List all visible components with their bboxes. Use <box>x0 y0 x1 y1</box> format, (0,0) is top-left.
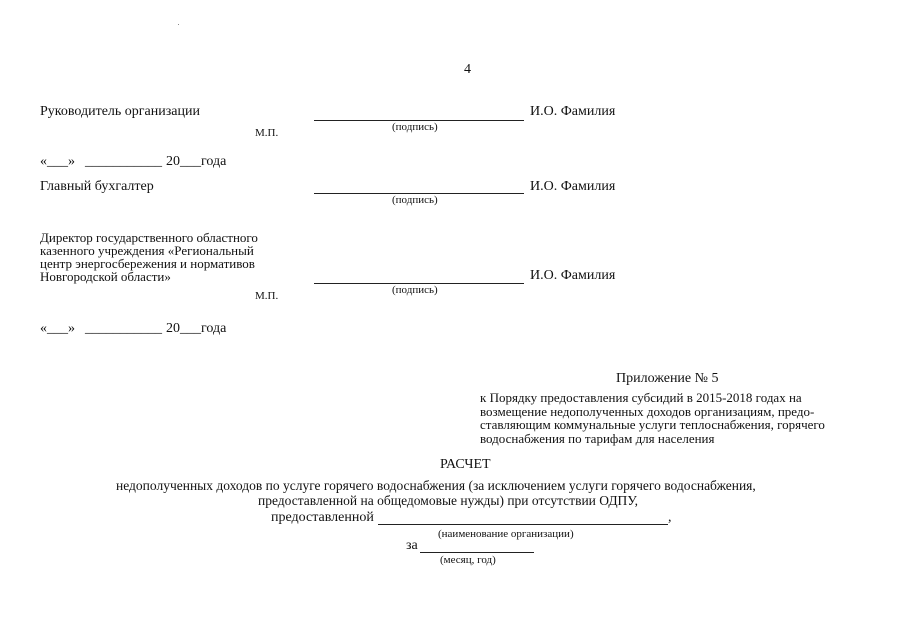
scan-dot <box>178 24 179 25</box>
calc-line1: недополученных доходов по услуге горячего водоснабжения (за исключением услуги горячего водоснабжения, <box>116 478 756 493</box>
period-line <box>420 552 534 553</box>
head-name: И.О. Фамилия <box>530 104 616 119</box>
appendix-line: водоснабжения по тарифам для населения <box>480 430 715 446</box>
director-role-line: Директор государственного областного <box>40 230 258 245</box>
date2-day: «___» <box>40 321 75 336</box>
period-label: за <box>406 538 418 553</box>
date2-month: ___________ <box>85 321 162 336</box>
appendix-line: к Порядку предоставления субсидий в 2015-2018 годах на <box>480 390 802 405</box>
date1-day: «___» <box>40 154 75 169</box>
accountant-signature-caption: (подпись) <box>392 194 438 206</box>
head-role: Руководитель организации <box>40 104 200 119</box>
org-name-caption: (наименование организации) <box>438 528 574 540</box>
appendix-text <box>480 391 825 445</box>
appendix-line: ставляющим коммунальные услуги теплоснабжения, горячего <box>480 417 825 432</box>
calc-line2: предоставленной на общедомовые нужды) при отсутствии ОДПУ, <box>258 493 639 508</box>
calc-heading: РАСЧЕТ <box>440 457 491 472</box>
page-number: 4 <box>464 62 471 77</box>
appendix-title: Приложение № 5 <box>616 371 719 386</box>
director-role-line: казенного учреждения «Региональный <box>40 243 254 258</box>
director-role <box>40 231 258 283</box>
date1-month: ___________ <box>85 154 162 169</box>
accountant-name: И.О. Фамилия <box>530 179 616 194</box>
period-caption: (месяц, год) <box>440 554 496 566</box>
director-role-line: центр энергосбережения и нормативов <box>40 256 255 271</box>
director-signature-caption: (подпись) <box>392 284 438 296</box>
director-stamp: М.П. <box>255 290 279 302</box>
director-name: И.О. Фамилия <box>530 268 616 283</box>
provided-label: предоставленной <box>271 510 374 525</box>
appendix-line: возмещение недополученных доходов организациям, предо- <box>480 403 815 419</box>
provided-trail: , <box>668 510 672 525</box>
head-signature-caption: (подпись) <box>392 121 438 133</box>
date1-year: 20___года <box>166 154 227 169</box>
accountant-role: Главный бухгалтер <box>40 179 154 194</box>
director-role-line: Новгородской области» <box>40 269 171 284</box>
org-name-line <box>378 524 668 525</box>
date2-year: 20___года <box>166 321 227 336</box>
head-stamp: М.П. <box>255 127 279 139</box>
